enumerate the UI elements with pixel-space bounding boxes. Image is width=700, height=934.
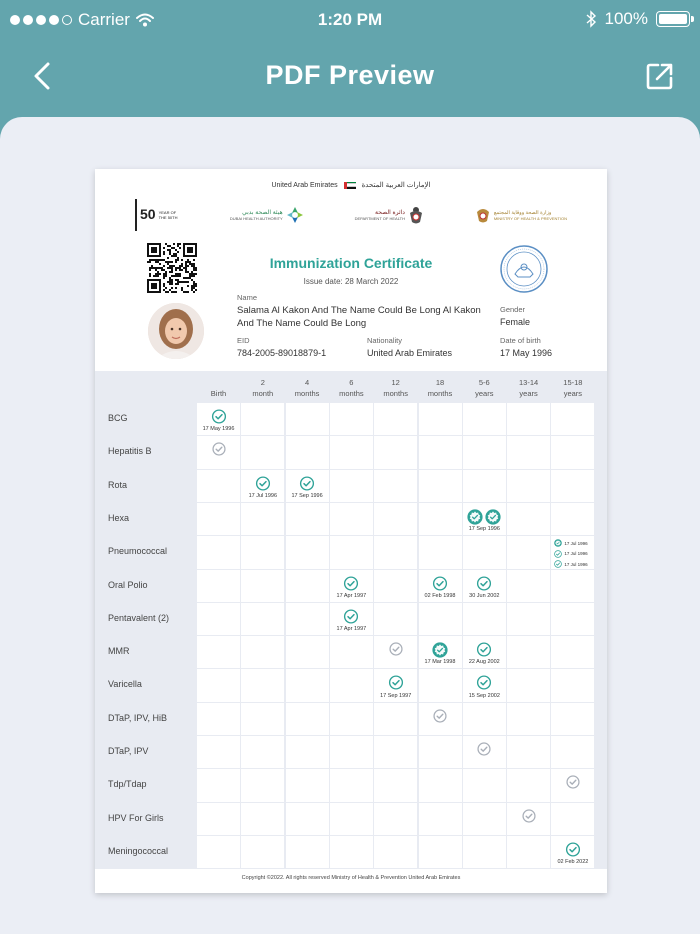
vaccine-row-label: Pneumococcal [108, 546, 168, 557]
vaccine-cell [463, 503, 506, 535]
vaccine-cell [507, 403, 550, 435]
vaccine-cell [419, 470, 462, 502]
country-name-en: United Arab Emirates [271, 181, 338, 189]
vaccine-cell [419, 436, 462, 468]
vaccine-cell [286, 403, 329, 435]
vaccine-cell [241, 703, 284, 735]
check-circle-icon[interactable] [344, 609, 359, 624]
copyright-text: Copyright ©2022. All rights reserved Ministry of Health & Prevention United Arab Emirates [241, 875, 461, 881]
check-circle-icon [554, 560, 562, 568]
avatar [148, 303, 204, 359]
column-header: 13-14 years [519, 378, 539, 398]
dob-value: 17 May 1996 [500, 348, 553, 358]
vaccine-cell [507, 769, 550, 801]
navigation-bar [0, 40, 700, 114]
column-header: Birth [210, 389, 227, 398]
vaccine-cell [551, 570, 594, 602]
vaccine-cell [286, 769, 329, 801]
vaccine-cell [551, 470, 594, 502]
vaccine-cell [374, 503, 417, 535]
vaccine-cell [241, 736, 284, 768]
vaccine-row-label: BCG [108, 413, 128, 423]
pending-check-icon[interactable] [389, 642, 403, 656]
dha-name-ar: هيئة الصحة بدبي [242, 210, 283, 216]
check-circle-icon[interactable] [211, 409, 226, 424]
issue-date: Issue date: 28 March 2022 [303, 277, 399, 286]
vaccine-cell [507, 503, 550, 535]
vaccine-cell [507, 603, 550, 635]
dose-date: 17 Jul 1996 [248, 492, 278, 499]
vaccine-cell [241, 803, 284, 835]
vaccine-cell [330, 636, 373, 668]
column-header: 5-6 years [475, 378, 494, 398]
vaccine-cell [197, 570, 240, 602]
vaccine-cell [463, 570, 506, 602]
vaccine-cell [197, 769, 240, 801]
vaccine-cell [374, 536, 417, 568]
vaccine-cell [551, 436, 594, 468]
vaccine-cell [463, 536, 506, 568]
falcon-emblem-icon [408, 205, 424, 225]
vaccine-cell [507, 436, 550, 468]
vaccine-cell [241, 669, 284, 701]
vaccine-cell [551, 803, 594, 835]
vaccine-badge-icon[interactable] [467, 509, 501, 525]
vaccine-cell [197, 603, 240, 635]
vaccine-cell [374, 603, 417, 635]
dob-label: Date of birth [500, 336, 541, 345]
vaccination-table [95, 371, 607, 869]
qr-code [147, 243, 197, 293]
eid-value: 784-2005-89018879-1 [237, 348, 327, 358]
check-circle-icon[interactable] [477, 675, 492, 690]
vaccine-cell [241, 503, 284, 535]
vaccine-row-label: HPV For Girls [108, 812, 164, 823]
vaccine-cell [419, 769, 462, 801]
dose-date: 02 Feb 1998 [424, 592, 456, 599]
vaccine-cell [286, 503, 329, 535]
status-right [586, 9, 690, 29]
carrier-label: Carrier [78, 10, 130, 29]
vaccine-cell [507, 470, 550, 502]
dose-date: 17 Jul 1996 [564, 540, 588, 546]
ministry-of-health-logo [475, 206, 567, 224]
check-circle-icon[interactable] [433, 576, 448, 591]
vaccine-cell [374, 669, 417, 701]
dubai-health-authority-logo [230, 206, 304, 224]
vaccine-cell [241, 636, 284, 668]
vaccine-cell [374, 470, 417, 502]
ministry-emblem-icon [475, 206, 491, 224]
check-circle-icon[interactable] [388, 675, 403, 690]
vaccine-cell [197, 436, 240, 468]
country-header [95, 181, 607, 189]
vaccine-cell [197, 636, 240, 668]
vaccine-cell [374, 436, 417, 468]
vaccine-cell [419, 736, 462, 768]
dose-date: 17 Apr 1997 [336, 592, 367, 599]
dose-date: 17 Mar 1998 [424, 659, 456, 666]
vaccine-cell [241, 603, 284, 635]
vaccine-cell [286, 603, 329, 635]
year-of-50-logo [135, 199, 179, 231]
vaccine-cell [551, 669, 594, 701]
vaccine-cell [551, 536, 594, 568]
vaccine-cell [507, 736, 550, 768]
vaccine-cell [197, 470, 240, 502]
vaccine-cell [286, 570, 329, 602]
mohap-name-ar: وزارة الصحة ووقاية المجتمع [493, 209, 552, 216]
dose-date: 17 Jul 1996 [564, 551, 588, 557]
vaccine-row-label: DTaP, IPV [108, 746, 149, 756]
name-value: Salama Al Kakon And The Name Could Be Long Al Kakon And The Name Could Be Long [237, 305, 481, 329]
vaccine-row-label: MMR [108, 646, 130, 657]
vaccine-cell [197, 803, 240, 835]
vaccine-cell [330, 403, 373, 435]
check-circle-icon [554, 550, 562, 558]
vaccine-row-label: Tdp/Tdap [108, 779, 147, 790]
vaccine-cell [463, 669, 506, 701]
check-circle-icon[interactable] [565, 842, 580, 857]
dose-date: 17 Sep 1996 [291, 492, 323, 499]
column-header: 4 months [294, 378, 320, 398]
vaccine-cell [241, 836, 284, 868]
vaccine-cell [551, 403, 594, 435]
child-photo-icon [148, 303, 204, 359]
vaccine-cell [507, 570, 550, 602]
vaccine-cell [463, 636, 506, 668]
vaccine-cell [374, 703, 417, 735]
battery-icon [656, 11, 690, 27]
vaccine-cell [374, 836, 417, 868]
column-header: 6 months [339, 378, 364, 398]
status-bar [0, 0, 700, 40]
vaccine-cell [330, 570, 373, 602]
vaccine-row-label: Hepatitis B [108, 446, 152, 457]
name-label: Name [237, 293, 258, 302]
gender-value: Female [500, 317, 531, 327]
dha-name-en: DUBAI HEALTH AUTHORITY [229, 216, 283, 221]
vaccine-cell [197, 836, 240, 868]
pending-check-icon[interactable] [433, 709, 447, 723]
vaccine-cell [330, 736, 373, 768]
pending-check-icon[interactable] [212, 442, 226, 456]
vaccine-cell [197, 403, 240, 435]
year-50-text: YEAR OF THE 50TH [158, 210, 178, 220]
vaccine-cell [241, 570, 284, 602]
column-header: 2 month [252, 378, 274, 398]
vaccine-cell [463, 836, 506, 868]
vaccine-cell [463, 436, 506, 468]
dose-date: 17 Sep 1997 [380, 692, 412, 699]
pdf-preview-area[interactable] [0, 117, 700, 934]
vaccine-row-label: Oral Polio [108, 579, 148, 590]
vaccine-cell [463, 603, 506, 635]
vaccine-cell [330, 703, 373, 735]
status-time: 1:20 PM [317, 10, 383, 29]
vaccine-cell [463, 736, 506, 768]
vaccine-cell [551, 603, 594, 635]
vaccine-row-label: Pentavalent (2) [108, 612, 170, 623]
vaccine-cell [286, 736, 329, 768]
vaccine-cell [419, 803, 462, 835]
vaccine-cell [419, 503, 462, 535]
vaccine-row-label: DTaP, IPV, HiB [108, 712, 168, 723]
vaccine-cell [286, 436, 329, 468]
check-circle-icon[interactable] [344, 576, 359, 591]
pending-check-icon[interactable] [566, 775, 580, 789]
vaccine-cell [419, 570, 462, 602]
vaccine-cell [197, 703, 240, 735]
pending-check-icon[interactable] [477, 742, 491, 756]
certificate-document [95, 169, 607, 893]
vaccine-cell [507, 803, 550, 835]
dose-date: 15 Sep 2002 [468, 692, 500, 699]
vaccine-cell [197, 736, 240, 768]
vaccine-cell [330, 503, 373, 535]
vaccine-cell [374, 769, 417, 801]
column-header: 12 months [383, 378, 408, 398]
column-header: 15-18 years [563, 378, 583, 398]
column-header: 18 months [427, 378, 453, 398]
vaccine-cell [330, 836, 373, 868]
vaccine-cell [330, 769, 373, 801]
dose-date: 22 Aug 2002 [468, 659, 500, 666]
check-circle-icon[interactable] [477, 576, 492, 591]
dose-entry [554, 560, 587, 568]
dose-date: 17 Jul 1996 [564, 561, 588, 567]
vaccine-cell [551, 736, 594, 768]
dha-emblem-icon [286, 206, 304, 224]
vaccine-cell [419, 636, 462, 668]
vaccine-cell [330, 536, 373, 568]
vaccine-cell [241, 436, 284, 468]
vaccine-cell [463, 470, 506, 502]
vaccine-cell [419, 536, 462, 568]
year-50-number: 50 [140, 206, 156, 223]
vaccine-row-label: Rota [108, 479, 128, 490]
vaccine-cell [374, 403, 417, 435]
vaccine-badge-icon [554, 539, 562, 547]
vaccine-cell [551, 769, 594, 801]
share-external-icon[interactable] [644, 60, 676, 92]
check-circle-icon[interactable] [477, 642, 492, 657]
department-of-health-logo [355, 205, 424, 225]
uae-flag-icon [344, 182, 356, 189]
certificate-title: Immunization Certificate [269, 255, 433, 271]
battery-percentage: 100% [604, 9, 648, 28]
vaccine-cell [286, 636, 329, 668]
vaccine-cell [374, 636, 417, 668]
vaccine-cell [419, 403, 462, 435]
dose-date: 17 Apr 1997 [336, 626, 367, 633]
vaccine-cell [419, 703, 462, 735]
vaccine-cell [374, 736, 417, 768]
vaccine-cell [286, 836, 329, 868]
bluetooth-icon [586, 10, 597, 28]
doh-name-ar: دائرة الصحة [375, 210, 405, 216]
vaccine-row-label: Meningococcal [108, 845, 169, 856]
gender-label: Gender [500, 305, 526, 314]
dose-date: 17 Sep 1996 [468, 526, 500, 533]
vaccine-cell [197, 503, 240, 535]
mohap-name-en: MINISTRY OF HEALTH & PREVENTION [493, 215, 567, 221]
country-name-ar: الإمارات العربية المتحدة [361, 182, 431, 189]
vaccine-cell [286, 703, 329, 735]
vaccine-cell [241, 470, 284, 502]
vaccine-cell [419, 836, 462, 868]
vaccine-cell [330, 603, 373, 635]
vaccine-cell [551, 836, 594, 868]
vaccine-cell [374, 570, 417, 602]
dose-entry [554, 550, 587, 558]
vaccine-cell [241, 403, 284, 435]
vaccine-cell [507, 669, 550, 701]
vaccine-row-label: Varicella [108, 679, 142, 690]
vaccine-cell [463, 403, 506, 435]
dose-date: 17 May 1996 [202, 426, 235, 433]
vaccine-cell [286, 536, 329, 568]
vaccine-cell [507, 536, 550, 568]
dose-date: 02 Feb 2022 [557, 859, 589, 866]
vaccine-cell [197, 669, 240, 701]
vaccine-row-label: Hexa [108, 512, 130, 523]
vaccine-cell [374, 803, 417, 835]
dose-entry [554, 539, 587, 547]
vaccine-cell [330, 803, 373, 835]
vaccine-cell [330, 436, 373, 468]
vaccine-cell [551, 636, 594, 668]
vaccine-cell [419, 603, 462, 635]
vaccine-cell [241, 769, 284, 801]
nationality-label: Nationality [367, 336, 403, 345]
vaccine-cell [551, 703, 594, 735]
dose-date: 30 Jun 2002 [469, 592, 500, 599]
vaccine-cell [507, 636, 550, 668]
authority-logos [135, 199, 567, 231]
vaccine-cell [330, 470, 373, 502]
vaccine-cell [463, 703, 506, 735]
doh-name-en: DEPARTMENT OF HEALTH [354, 216, 405, 221]
vaccine-cell [463, 803, 506, 835]
eid-label: EID [237, 336, 250, 345]
vaccine-cell [507, 703, 550, 735]
vaccine-cell [507, 836, 550, 868]
ministry-seal-icon [499, 244, 549, 294]
vaccine-cell [419, 669, 462, 701]
vaccine-cell [463, 769, 506, 801]
vaccine-cell [551, 503, 594, 535]
vaccine-cell [241, 536, 284, 568]
nationality-value: United Arab Emirates [367, 348, 453, 358]
vaccine-cell [286, 669, 329, 701]
vaccine-cell [286, 470, 329, 502]
page-title: PDF Preview [265, 60, 435, 90]
pending-check-icon[interactable] [522, 809, 536, 823]
check-circle-icon[interactable] [300, 476, 315, 491]
vaccine-cell [330, 669, 373, 701]
vaccine-cell [197, 536, 240, 568]
vaccine-cell [286, 803, 329, 835]
vaccine-badge-icon[interactable] [432, 642, 448, 658]
check-circle-icon[interactable] [255, 476, 270, 491]
